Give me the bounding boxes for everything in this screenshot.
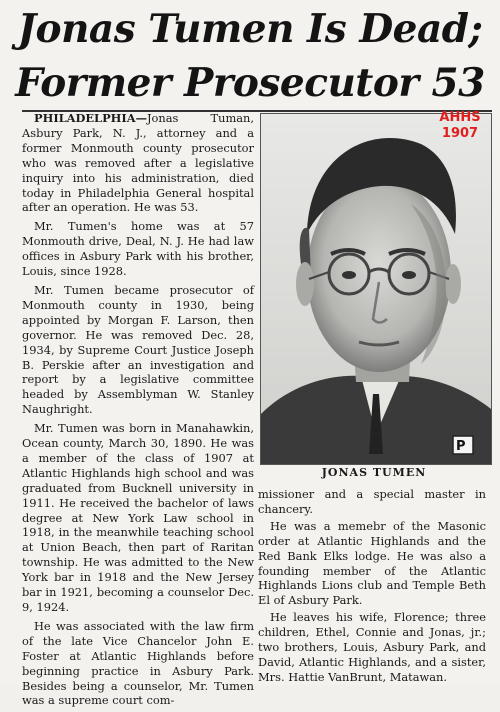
paragraph: He was a memebr of the Masonic order at Atlantic Highlands and the Red Bank Elks lodge. He was also a founding member of the Atlantic Highlands Lions club and Temple Beth El of Asbury Park. [258,518,486,608]
article-column-left [22,111,254,712]
paragraph: He was associated with the law firm of the late Vice Chancelor John E. Foster at Atlantic Highlands before beginning practice in Asbury Park. Besides being a counselor, Mr. Tumen was a supreme court com- [22,618,254,708]
tag-line-2: 1907 [441,126,479,141]
paragraph: PHILADELPHIA—Jonas Tuman, Asbury Park, N. J., attorney and a former Monmouth county prosecutor who was removed after a legislative inquiry into his administration, died today in Philadelphia General hospital after an operation. He was 53. [22,111,254,215]
paragraph: Mr. Tumen became prosecutor of Monmouth county in 1930, being appointed by Morgan F. Larson, then governor. He was removed Dec. 28, 1934, by Supreme Court Justice Joseph B. Perskie after an investigation and report by a legislative committee headed by Assemblyman W. Stanley Naughright. [22,282,254,417]
article-column-right [258,487,486,687]
headline [0,2,500,110]
headline-line-2: Former Prosecutor 53 [15,60,485,106]
paragraph: Mr. Tumen's home was at 57 Monmouth drive, Deal, N. J. He had law offices in Asbury Park with his brother, Louis, since 1928. [22,219,254,279]
portrait-icon [261,114,491,464]
paragraph: He leaves his wife, Florence; three children, Ethel, Connie and Jonas, jr.; two brothers, Louis, Asbury Park, and David, Atlantic Highlands, and a sister, Mrs. Hattie VanBrunt, Matawan. [258,610,486,684]
portrait-photo [260,113,492,465]
paragraph: Mr. Tumen was born in Manahawkin, Ocean county, March 30, 1890. He was a member of the class of 1907 at Atlantic Highlands high school and was graduated from Bucknell university in 1911. He received the bachelor of laws degree at New York Law school in 1918, in the meanwhile teaching school at Union Beach, then part of Raritan township. He was admitted to the New York bar in 1918 and the New Jersey bar in 1921, becoming a counselor Dec. 9, 1924. [22,421,254,614]
photo-caption: JONAS TUMEN [321,466,427,479]
ahhs-tag [430,110,490,142]
headline-line-1: Jonas Tumen Is Dead; [17,6,483,52]
tag-line-1: AHHS [439,110,481,125]
paragraph: missioner and a special master in chancery. [258,487,486,516]
svg-text:P: P [456,439,466,454]
dateline: PHILADELPHIA— [34,111,147,125]
